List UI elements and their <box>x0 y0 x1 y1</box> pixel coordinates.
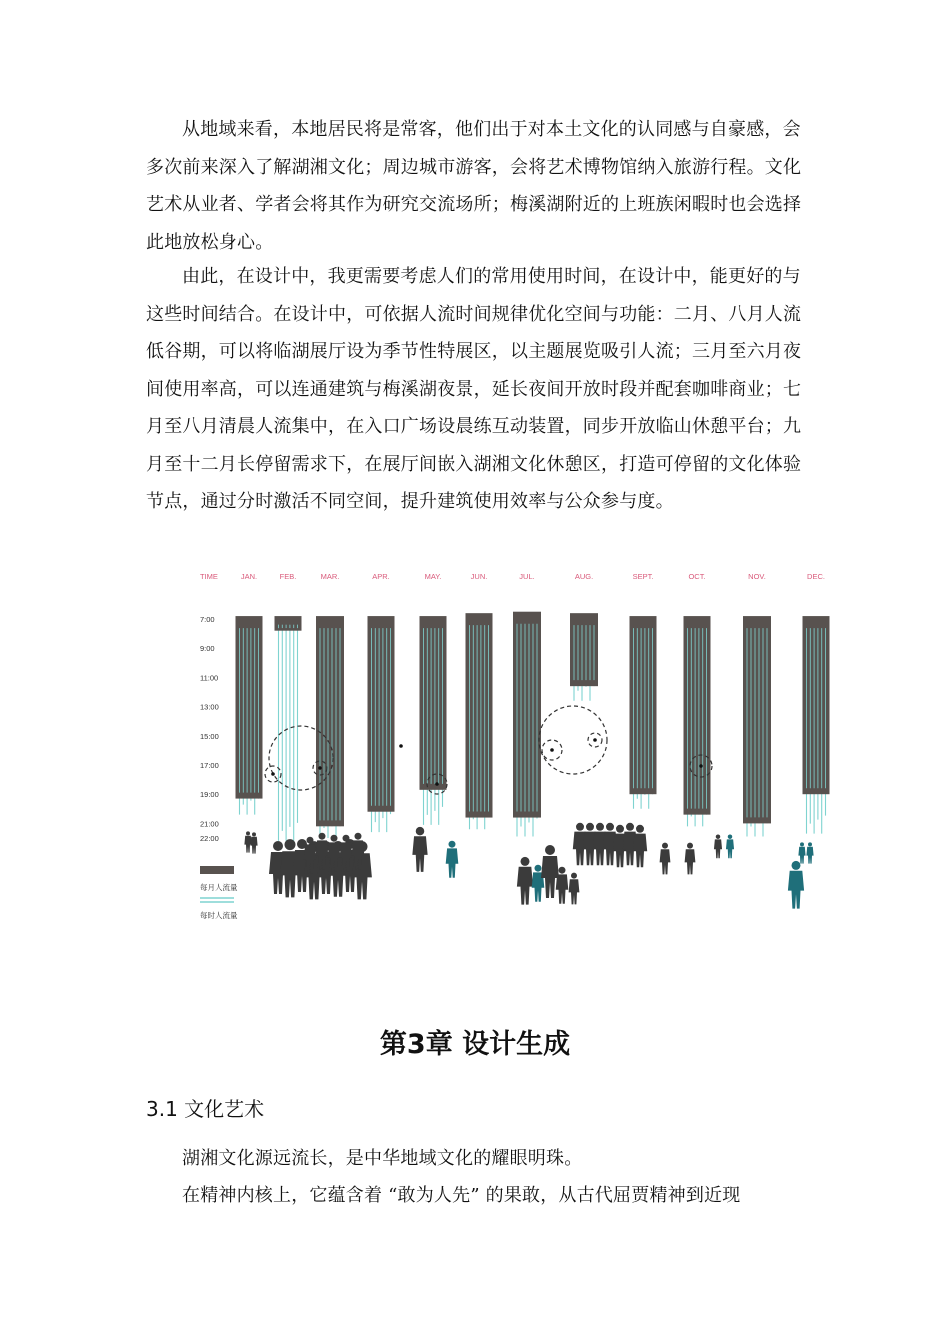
month-label-10: OCT. <box>688 572 706 581</box>
person-silhouette <box>798 842 805 863</box>
highlight-dot <box>318 766 322 770</box>
person-head <box>331 835 338 842</box>
paragraph-1-text: 从地域来看，本地居民将是常客，他们出于对本土文化的认同感与自豪感，会多次前来深入了解湖湘文化；周边城市游客，会将艺术博物馆纳入旅游行程。文化艺术从业者、学者会将其作为研究交流场所；梅溪湖附近的上班族闲暇时也会选择此地放松身心。 <box>146 119 802 253</box>
paragraph-2 <box>146 258 810 521</box>
paragraph-3: 湖湘文化源远流长，是中华地域文化的耀眼明珠。 <box>182 1148 583 1169</box>
person-body <box>798 847 805 864</box>
person-body <box>569 879 580 904</box>
person-head <box>728 834 733 839</box>
person-silhouette <box>685 843 696 875</box>
month-label-12: DEC. <box>807 572 825 581</box>
person-body <box>660 849 671 874</box>
month-label-7: JUL. <box>519 572 535 581</box>
person-silhouette <box>633 825 647 867</box>
visitor-silhouettes <box>244 823 813 909</box>
person-head <box>545 845 555 855</box>
person-silhouette <box>244 831 251 852</box>
person-head <box>246 831 250 835</box>
person-head <box>343 835 350 842</box>
chapter-title: 第3章 设计生成 <box>379 1029 571 1060</box>
person-silhouette <box>660 843 671 875</box>
person-head <box>616 825 624 833</box>
highlight-dot <box>399 744 403 748</box>
person-head <box>586 823 594 831</box>
y-tick-label-3: 11:00 <box>200 673 219 683</box>
person-head <box>571 873 577 879</box>
person-head <box>559 867 566 874</box>
person-head <box>535 865 542 872</box>
y-tick-label-8: 21:00 <box>200 819 219 829</box>
person-body <box>788 871 804 909</box>
person-head <box>596 823 604 831</box>
person-silhouette <box>446 841 459 878</box>
person-body <box>541 856 559 898</box>
highlight-dot <box>271 772 275 776</box>
person-head <box>716 834 721 839</box>
person-head <box>636 825 644 833</box>
y-tick-label-1: 7:00 <box>200 615 215 624</box>
highlight-dot <box>699 764 703 768</box>
person-body <box>685 849 696 874</box>
paragraph-4: 在精神内核上，它蕴含着 “敢为人先” 的果敢，从古代屈贾精神到近现 <box>182 1185 741 1206</box>
person-body <box>726 839 734 858</box>
month-label-11: NOV. <box>748 572 766 581</box>
y-tick-label-4: 13:00 <box>200 702 219 712</box>
legend-hourly-label: 每时人流量 <box>200 911 238 920</box>
person-head <box>319 833 326 840</box>
person-body <box>806 847 813 864</box>
highlight-dot <box>550 748 554 752</box>
person-head <box>606 823 614 831</box>
bars <box>236 612 830 841</box>
person-silhouette <box>788 861 804 909</box>
person-body <box>556 874 569 903</box>
person-head <box>449 841 456 848</box>
y-tick-label-5: 15:00 <box>200 731 219 741</box>
chart-legend <box>200 866 238 920</box>
person-silhouette <box>250 832 257 853</box>
highlight-dot <box>593 738 597 742</box>
monthly-visitor-time-chart <box>190 562 840 930</box>
highlight-dot <box>435 782 439 786</box>
person-head <box>626 823 634 831</box>
month-label-4: APR. <box>372 572 390 581</box>
person-head <box>792 861 801 870</box>
person-head <box>273 841 283 851</box>
month-label-2: FEB. <box>279 572 297 581</box>
y-tick-label-6: 17:00 <box>200 761 219 770</box>
person-body <box>412 836 427 872</box>
person-silhouette <box>412 827 427 872</box>
person-head <box>808 842 812 846</box>
person-silhouette <box>569 873 580 905</box>
y-tick-label-9: 22:00 <box>200 834 219 843</box>
y-tick-label-7: 19:00 <box>200 790 219 800</box>
y-tick-label-2: 9:00 <box>200 644 215 654</box>
person-body <box>633 834 647 868</box>
person-head <box>687 843 693 849</box>
legend-monthly-label: 每月人流量 <box>200 883 238 892</box>
person-silhouette <box>517 857 533 905</box>
person-body <box>714 839 722 858</box>
person-head <box>662 843 668 849</box>
person-body <box>250 837 257 854</box>
person-silhouette <box>714 834 722 858</box>
person-silhouette <box>726 834 734 858</box>
person-body <box>244 836 251 853</box>
person-head <box>521 857 530 866</box>
month-label-1: JAN. <box>240 572 258 581</box>
legend-monthly-swatch <box>200 866 234 874</box>
person-head <box>307 837 314 844</box>
month-label-9: SEPT. <box>632 572 654 581</box>
month-label-3: MAR. <box>320 572 340 581</box>
person-silhouette <box>541 845 559 898</box>
month-label-8: AUG. <box>574 572 594 581</box>
person-head <box>285 839 296 850</box>
person-body <box>517 867 533 905</box>
section-title: 3.1 文化艺术 <box>146 1097 265 1121</box>
month-label-5: MAY. <box>424 572 442 581</box>
person-head <box>576 823 584 831</box>
paragraph-2-text: 由此，在设计中，我更需要考虑人们的常用使用时间，在设计中，能更好的与这些时间结合。在设计中，可依据人流时间规律优化空间与功能：二月、八月人流低谷期，可以将临湖展厅设为季节性特展区，以主题展览吸引人流；三月至六月夜间使用率高，可以连通建筑与梅溪湖夜景，延长夜间开放时段并配套咖啡商业；七月至八月清晨人流集中，在入口广场设晨练互动装置，同步开放临山休憩平台；九月至十二月长停留需求下，在展厅间嵌入湖湘文化休憩区，打造可停留的文化体验节点，通过分时激活不同空间，提升建筑使用效率与公众参与度。 <box>146 266 802 512</box>
person-head <box>800 842 804 846</box>
person-head <box>416 827 425 836</box>
monthly-flow-bar-2 <box>275 616 302 631</box>
person-body <box>446 848 459 877</box>
month-label-6: JUN. <box>470 572 488 581</box>
time-corner-label: TIME <box>200 572 218 581</box>
person-silhouette <box>806 842 813 863</box>
person-head <box>355 833 362 840</box>
paragraph-1 <box>146 111 810 261</box>
person-head <box>252 832 256 836</box>
